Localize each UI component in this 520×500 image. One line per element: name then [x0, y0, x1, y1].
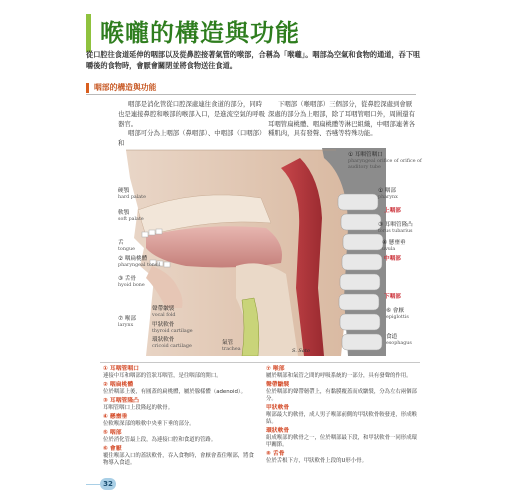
label-pharynx: ① 咽部 pharynx — [378, 188, 398, 200]
intro-text: 從口腔往食道延伸的咽部以及從鼻腔接著氣管的喉部，合稱為「喉嚨」。咽部為空氣和食物的通道，吞下咀嚼後的食物時，會厭會關閉並將食物送往食道。 — [86, 50, 421, 70]
note-item: 聲帶皺襞 位於咽部的聲帶韌帶上，有黏膜覆蓋而成皺襞，分為左右兩個部分。 — [266, 382, 417, 402]
notes-column-left — [103, 366, 255, 469]
section-heading — [86, 81, 416, 95]
note-item: ④ 懸壅垂 位軟喉深部的喉軟中央垂下垂的部分。 — [103, 414, 195, 427]
note-item: ⑥ 會厭 覆住喉部入口的蓋狀軟骨，吞入食物時，會厭會蓋住喉部，將食物導入食道。 — [103, 446, 254, 466]
label-esophagus: 食道 esophagus — [386, 334, 412, 346]
page-number: 32 — [100, 478, 116, 490]
section-accent-bar — [86, 83, 89, 93]
label-tongue: 舌 tongue — [118, 240, 135, 252]
body-column-right — [268, 100, 418, 139]
label-thyroid-cartilage: 甲狀軟骨 thyroid cartilage — [152, 322, 193, 334]
note-item: ① 耳咽管咽口 連接中耳和咽部的管狀耳咽管，是往咽部的開口。 — [103, 366, 222, 379]
label-hard-palate: 硬顎 hard palate — [118, 188, 146, 200]
page-number-rule — [86, 484, 100, 485]
label-hyoid-bone: ③ 舌骨 hyoid bone — [118, 276, 145, 288]
title-accent-bar — [86, 14, 91, 52]
notes-divider — [100, 362, 420, 363]
label-cricoid-cartilage: 環狀軟骨 cricoid cartilage — [152, 337, 192, 349]
note-item: ⑦ 喉部 屬於咽部和氣管之間的呼吸系統的一部分，具有發聲的作用。 — [266, 366, 412, 379]
illustration-credit: S. Sato — [292, 348, 310, 354]
label-trachea: 氣管 trachea — [222, 340, 241, 352]
throat-cross-section-illustration — [86, 148, 426, 356]
note-item: 環狀軟骨 組成喉部的軟骨之一，位於咽部最下段，和甲狀軟骨一同形成環甲關節。 — [266, 428, 417, 448]
label-pharyngeal-tonsil: ② 咽扁桃體 pharyngeal tonsil — [118, 256, 161, 268]
label-epiglottis: ⑥ 會厭 epiglottis — [386, 308, 409, 320]
body-paragraph: 咽部可分為上咽部（鼻咽部）、中咽部（口咽部）和 — [118, 129, 266, 148]
label-laryngopharynx: 下咽部 — [384, 294, 401, 300]
label-torus-tubarius: ③ 耳咽管隆凸 torus tubarius — [378, 222, 413, 234]
section-heading-text: 咽部的構造與功能 — [94, 83, 157, 92]
label-soft-palate: 軟顎 soft palate — [118, 210, 144, 222]
page-title: 喉嚨的構造與功能 — [100, 19, 300, 47]
body-paragraph: 下咽部（喉咽部）三個部分，從鼻腔深處到會厭深處的部分為上咽部，除了耳咽管咽口外，周圍還有耳咽管扁桃體、咽扁桃體等淋巴組織，中咽部連著各種肌肉，具有發聲、吞嚥等特殊功能。 — [268, 100, 415, 138]
anatomy-figure — [86, 148, 426, 356]
body-paragraph: 咽部是消化管從口腔深處連往食道的部分，同時也是連接鼻腔和喉部的喉部入口，是進流空氣的呼吸器官。 — [118, 100, 265, 128]
label-nasopharynx: 上咽部 — [384, 208, 401, 214]
note-item: ⑤ 咽部 位於消化管最上段，為連接口腔和食道的管路。 — [103, 430, 217, 443]
body-column-left — [118, 100, 268, 149]
note-item: 甲狀軟骨 喉部最大的軟骨，成人男子喉部前側的甲狀軟骨較發達，形成喉結。 — [266, 405, 417, 425]
note-item: ② 咽扁桃體 位於咽部上後，有圓蓋的扁桃體，屬於腺樣體（adenoid）。 — [103, 382, 246, 395]
label-oropharynx: 中咽部 — [384, 256, 401, 262]
note-item: ⑧ 舌骨 位於舌根下方，甲狀軟骨上段的U形小骨。 — [266, 451, 367, 464]
label-vocal-fold: 聲帶皺襞 vocal fold — [152, 306, 176, 318]
label-uvula: ④ 懸壅垂 uvula — [382, 240, 406, 252]
note-item: ③ 耳咽管隆凸 耳咽管咽口上段隆起的軟骨。 — [103, 398, 174, 411]
notes-column-right — [266, 366, 418, 467]
label-larynx: ⑦ 喉部 larynx — [118, 316, 136, 328]
label-auditory-tube-orifice: ① 耳咽管咽口 pharyngeal orifice of orifice of auditory tube — [348, 152, 422, 171]
